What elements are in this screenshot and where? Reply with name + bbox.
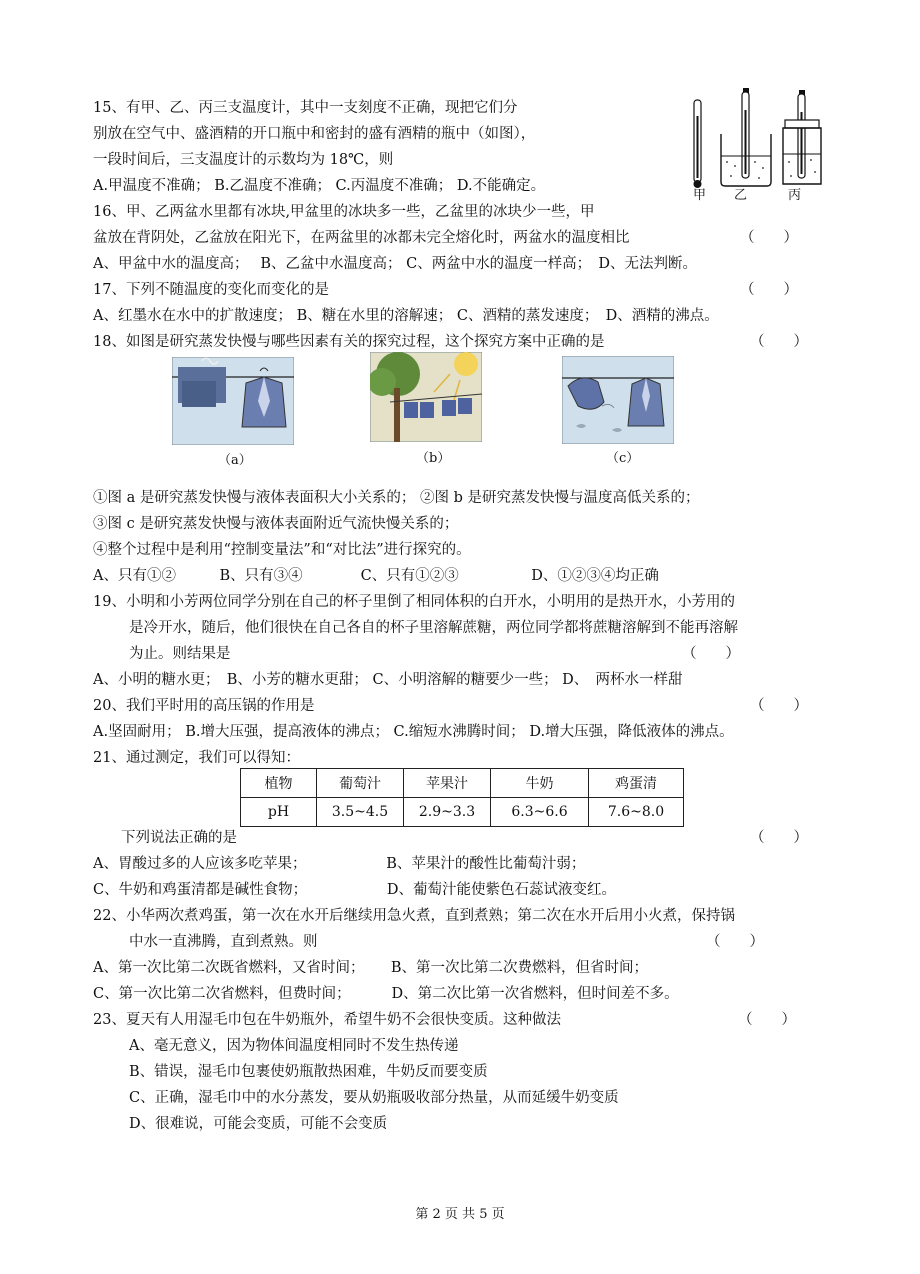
ph-table-header-cell: 鸡蛋清 bbox=[589, 769, 684, 798]
q23-option-b: B、错误，湿毛巾包裹使奶瓶散热困难，牛奶反而要变质 bbox=[129, 1064, 488, 1080]
ph-table-header-row bbox=[241, 769, 684, 798]
ph-table-header-cell: 苹果汁 bbox=[404, 769, 491, 798]
q18-answer-paren: （ ） bbox=[750, 334, 808, 350]
ph-table-header-cell: 葡萄汁 bbox=[317, 769, 404, 798]
q16-line-2: 盆放在背阴处，乙盆放在阳光下，在两盆里的冰都未完全熔化时，两盆水的温度相比 bbox=[93, 230, 630, 246]
q21-answer-paren: （ ） bbox=[750, 830, 808, 846]
q21-question: 下列说法正确的是 bbox=[121, 830, 237, 846]
label-jia: 甲 bbox=[693, 188, 707, 203]
label-bing: 丙 bbox=[788, 188, 802, 203]
ph-table-cell: pH bbox=[241, 798, 317, 827]
label-yi: 乙 bbox=[734, 188, 748, 203]
q16-line-1: 16、甲、乙两盆水里都有冰块,甲盆里的冰块多一些，乙盆里的冰块少一些，甲 bbox=[93, 204, 595, 220]
figure-b-sun-vs-shade bbox=[370, 352, 482, 442]
q22-answer-paren: （ ） bbox=[706, 934, 764, 950]
q22-options-cd: C、第一次比第二次省燃料，但费时间； D、第二次比第一次省燃料，但时间差不多。 bbox=[93, 986, 679, 1002]
ph-table-header-cell: 牛奶 bbox=[491, 769, 589, 798]
q18-stem: 18、如图是研究蒸发快慢与哪些因素有关的探究过程，这个探究方案中正确的是 bbox=[93, 334, 605, 350]
q16-options: A、甲盆中水的温度高； B、乙盆中水温度高； C、两盆中水的温度一样高； D、无法判断。 bbox=[93, 256, 698, 272]
q18-statement-1-2: ①图 a 是研究蒸发快慢与液体表面积大小关系的； ②图 b 是研究蒸发快慢与温度高低关系的； bbox=[93, 490, 700, 506]
caption-b: （b） bbox=[416, 451, 451, 466]
ph-table-header-cell: 植物 bbox=[241, 769, 317, 798]
ph-table-cell: 3.5~4.5 bbox=[317, 798, 404, 827]
q18-statement-3: ③图 c 是研究蒸发快慢与液体表面附近气流快慢关系的； bbox=[93, 516, 459, 532]
q23-option-c: C、正确，湿毛巾中的水分蒸发，要从奶瓶吸收部分热量，从而延缓牛奶变质 bbox=[129, 1090, 619, 1106]
q20-stem: 20、我们平时用的高压锅的作用是 bbox=[93, 698, 315, 714]
q23-option-a: A、毫无意义，因为物体间温度相同时不发生热传递 bbox=[129, 1038, 459, 1054]
q21-options-ab: A、胃酸过多的人应该多吃苹果； B、苹果汁的酸性比葡萄汁弱； bbox=[93, 856, 586, 872]
ph-table-cell: 2.9~3.3 bbox=[404, 798, 491, 827]
caption-a: （a） bbox=[218, 453, 252, 468]
q23-answer-paren: （ ） bbox=[738, 1012, 796, 1028]
figure-c-wind-vs-still bbox=[562, 356, 674, 444]
q19-line-3: 为止。则结果是 bbox=[129, 646, 231, 662]
q18-statement-4: ④整个过程中是利用“控制变量法”和“对比法”进行探究的。 bbox=[93, 542, 471, 558]
q15-options: A.甲温度不准确； B.乙温度不准确； C.丙温度不准确； D.不能确定。 bbox=[93, 178, 546, 194]
q22-line-1: 22、小华两次煮鸡蛋，第一次在水开后继续用急火煮，直到煮熟；第二次在水开后用小火煮，保持锅 bbox=[93, 908, 735, 924]
q17-stem: 17、下列不随温度的变化而变化的是 bbox=[93, 282, 329, 298]
page-footer: 第 2 页 共 5 页 bbox=[415, 1207, 505, 1222]
q23-option-d: D、很难说，可能会变质，可能不会变质 bbox=[129, 1116, 388, 1132]
q19-options: A、小明的糖水更； B、小芳的糖水更甜； C、小明溶解的糖要少一些； D、 两杯水一样甜 bbox=[93, 672, 683, 688]
q20-options: A.坚固耐用； B.增大压强，提高液体的沸点； C.缩短水沸腾时间； D.增大压强，降低液体的沸点。 bbox=[93, 724, 734, 740]
q15-line-2: 别放在空气中、盛酒精的开口瓶中和密封的盛有酒精的瓶中（如图）， bbox=[93, 126, 536, 142]
q23-stem: 23、夏天有人用湿毛巾包在牛奶瓶外，希望牛奶不会很快变质。这种做法 bbox=[93, 1012, 561, 1028]
caption-c: （c） bbox=[606, 451, 640, 466]
q15-line-1: 15、有甲、乙、丙三支温度计，其中一支刻度不正确，现把它们分 bbox=[93, 100, 518, 116]
q15-line-3: 一段时间后，三支温度计的示数均为 18℃，则 bbox=[93, 152, 394, 168]
q21-stem: 21、通过测定，我们可以得知： bbox=[93, 750, 300, 766]
q19-line-2: 是冷开水，随后，他们很快在自己各自的杯子里溶解蔗糖，两位同学都将蔗糖溶解到不能再溶解 bbox=[129, 620, 738, 636]
q19-answer-paren: （ ） bbox=[682, 646, 740, 662]
ph-table-value-row bbox=[241, 798, 684, 827]
q17-options: A、红墨水在水中的扩散速度； B、糖在水里的溶解速； C、酒精的蒸发速度； D、酒精的沸点。 bbox=[93, 308, 719, 324]
q16-answer-paren: （ ） bbox=[740, 230, 798, 246]
q21-options-cd: C、牛奶和鸡蛋清都是碱性食物； D、葡萄汁能使紫色石蕊试液变红。 bbox=[93, 882, 616, 898]
q22-options-ab: A、第一次比第二次既省燃料，又省时间； B、第一次比第二次费燃料，但省时间； bbox=[93, 960, 648, 976]
ph-table-cell: 7.6~8.0 bbox=[589, 798, 684, 827]
q22-line-2: 中水一直沸腾，直到煮熟。则 bbox=[129, 934, 318, 950]
figure-a-clothes-spread-vs-folded bbox=[172, 357, 294, 445]
q17-answer-paren: （ ） bbox=[740, 282, 798, 298]
q19-line-1: 19、小明和小芳两位同学分别在自己的杯子里倒了相同体积的白开水，小明用的是热开水，小芳用的 bbox=[93, 594, 735, 610]
q20-answer-paren: （ ） bbox=[750, 698, 808, 714]
ph-table bbox=[240, 768, 684, 827]
ph-table-cell: 6.3~6.6 bbox=[491, 798, 589, 827]
q18-options: A、只有①② B、只有③④ C、只有①②③ D、①②③④均正确 bbox=[93, 568, 659, 584]
